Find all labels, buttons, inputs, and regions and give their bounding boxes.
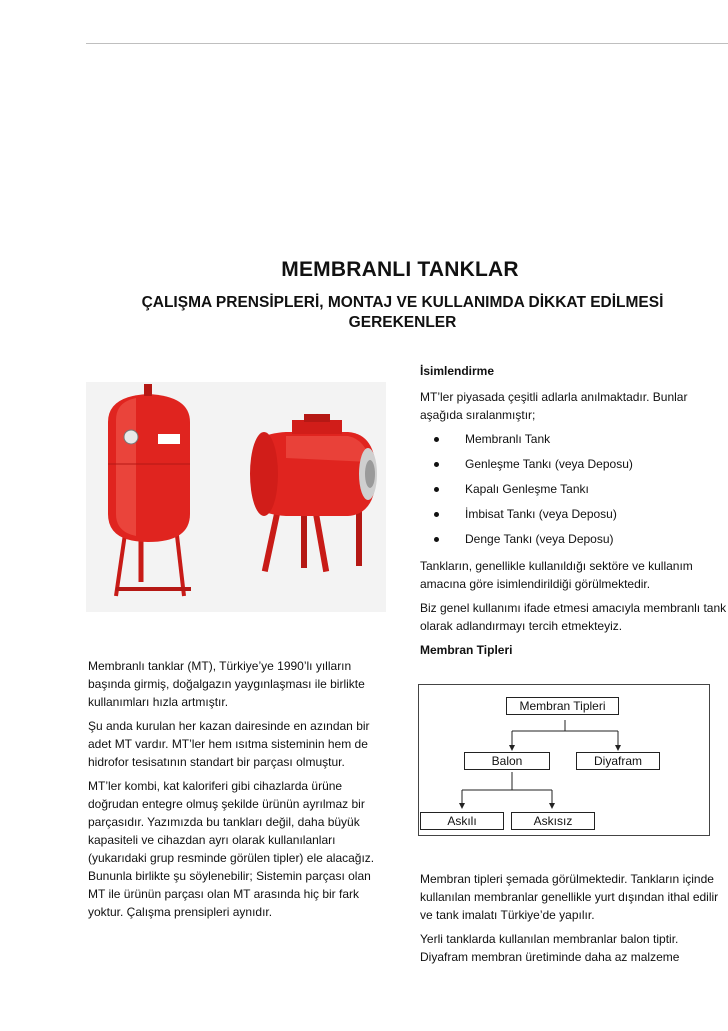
list-item — [420, 530, 728, 555]
list-item-text: Denge Tankı (veya Deposu) — [465, 532, 614, 546]
diagram-node-root: Membran Tipleri — [506, 697, 619, 715]
list-item-text: Kapalı Genleşme Tankı — [465, 482, 589, 496]
naming-section — [420, 362, 728, 667]
naming-heading: İsimlendirme — [420, 364, 495, 378]
diagram-node-askisiz: Askısız — [511, 812, 595, 830]
page-subtitle: ÇALIŞMA PRENSİPLERİ, MONTAJ VE KULLANIMDA DİKKAT EDİLMESİ GEREKENLER — [141, 294, 664, 331]
header-rule — [86, 43, 728, 44]
list-item — [420, 480, 728, 505]
diagram-node-balon: Balon — [464, 752, 550, 770]
membrane-types-diagram — [418, 684, 710, 836]
intro-paragraph-1: Membranlı tanklar (MT), Türkiye’ye 1990’lı yılların başında girmiş, doğalgazın yaygınlaşması ile birlikte kullanımları hızla artmıştır. — [88, 659, 365, 709]
horizontal-tank-image — [250, 414, 377, 572]
list-item-text: İmbisat Tankı (veya Deposu) — [465, 507, 617, 521]
naming-paragraph-2: Biz genel kullanımı ifade etmesi amacıyla membranlı tank olarak adlandırmayı tercih etmekteyiz. — [420, 601, 727, 633]
naming-paragraph-1: Tankların, genellikle kullanıldığı sektöre ve kullanım amacına göre isimlendirildiği görülmektedir. — [420, 559, 693, 591]
bullet-icon — [434, 537, 439, 542]
page-title: MEMBRANLI TANKLAR — [281, 258, 519, 281]
names-list — [420, 430, 728, 555]
membrane-paragraph-1: Membran tipleri şemada görülmektedir. Tankların içinde kullanılan membranlar genellikle yurt dışından ithal edilir ve tank imalatı Türkiye’de yapılır. — [420, 872, 719, 922]
list-item-text: Genleşme Tankı (veya Deposu) — [465, 457, 633, 471]
intro-paragraph-3: MT’ler kombi, kat kaloriferi gibi cihazlarda ürüne doğrudan entegre olmuş şekilde ürünün ayrılmaz bir parçasıdır. Yazımızda bu tankları değil, daha büyük kapasiteli ve cihazdan ayrı olarak kullanılanları (yukarıdaki grup resminde görülen tipler) ele alacağız. Bununla birlikte şu söylenebilir; Sistemin parçası olan MT ile ürünün parçası olan MT arasında hiç bir fark yoktur. Çalışma prensipleri aynıdır. — [88, 779, 375, 919]
list-item — [420, 505, 728, 530]
bullet-icon — [434, 487, 439, 492]
vertical-tank-image — [108, 384, 191, 596]
diagram-node-diyafram: Diyafram — [576, 752, 660, 770]
list-item — [420, 455, 728, 480]
naming-intro: MT’ler piyasada çeşitli adlarla anılmaktadır. Bunlar aşağıda sıralanmıştır; — [420, 390, 688, 422]
membrane-paragraph-2: Yerli tanklarda kullanılan membranlar balon tiptir. Diyafram membran üretiminde daha az malzeme — [420, 932, 680, 964]
list-item-text: Membranlı Tank — [465, 432, 551, 446]
bullet-icon — [434, 437, 439, 442]
diagram-node-askili: Askılı — [420, 812, 504, 830]
membrane-types-heading: Membran Tipleri — [420, 643, 513, 657]
bullet-icon — [434, 462, 439, 467]
bullet-icon — [434, 512, 439, 517]
tank-photo — [86, 382, 386, 612]
list-item — [420, 430, 728, 455]
membrane-types-section — [420, 870, 728, 972]
intro-paragraph-2: Şu anda kurulan her kazan dairesinde en azından bir adet MT vardır. MT’ler hem ısıtma sisteminin hem de hidrofor tesisatının standart bir parçası olmuştur. — [88, 719, 370, 769]
intro-column — [88, 657, 383, 927]
